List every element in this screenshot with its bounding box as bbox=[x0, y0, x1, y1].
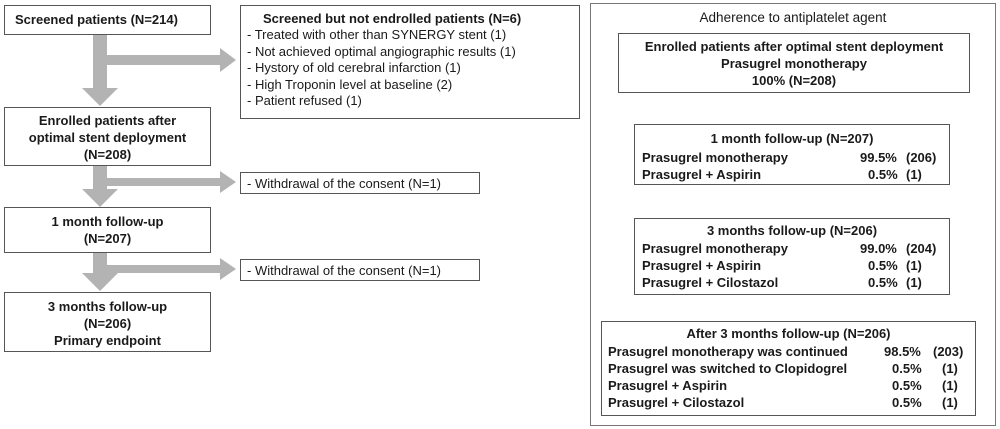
withdrawal-box-2 bbox=[240, 259, 480, 281]
arrow-down-1 bbox=[82, 34, 118, 106]
row-pct: 0.5% bbox=[868, 258, 898, 273]
adherence-month1-box bbox=[634, 124, 950, 185]
row-pct: 0.5% bbox=[868, 275, 898, 290]
withdrawal-box-1 bbox=[240, 172, 480, 194]
excluded-item: - Patient refused (1) bbox=[247, 93, 362, 108]
excluded-list bbox=[247, 27, 516, 110]
adherence-month1-title: 1 month follow-up (N=207) bbox=[710, 131, 874, 146]
adherence-enrolled-line: Enrolled patients after optimal stent deployment bbox=[644, 39, 944, 54]
withdrawal-label-2: - Withdrawal of the consent (N=1) bbox=[247, 263, 441, 278]
row-label: Prasugrel + Cilostazol bbox=[608, 395, 745, 410]
row-label: Prasugrel monotherapy bbox=[642, 241, 788, 256]
row-pct: 99.0% bbox=[860, 241, 897, 256]
row-pct: 98.5% bbox=[884, 344, 921, 359]
arrow-right-2 bbox=[107, 171, 236, 193]
arrow-right-3 bbox=[107, 258, 236, 280]
row-pct: 99.5% bbox=[860, 150, 897, 165]
screened-box bbox=[4, 5, 211, 35]
arrow-down-2 bbox=[82, 166, 118, 207]
enrolled-count: (N=208) bbox=[83, 147, 132, 162]
adherence-title: Adherence to antiplatelet agent bbox=[699, 10, 887, 25]
adherence-month3-box bbox=[634, 218, 950, 295]
row-pct: 0.5% bbox=[892, 378, 922, 393]
adherence-month3-title: 3 months follow-up (N=206) bbox=[706, 223, 878, 238]
row-pct: 0.5% bbox=[892, 361, 922, 376]
row-label: Prasugrel + Aspirin bbox=[642, 167, 762, 182]
row-n: (203) bbox=[933, 344, 964, 359]
row-n: (1) bbox=[942, 361, 958, 376]
excluded-item: - Treated with other than SYNERGY stent (1) bbox=[247, 27, 507, 42]
month1-count: (N=207) bbox=[83, 231, 132, 246]
adherence-after3-title: After 3 months follow-up (N=206) bbox=[686, 326, 891, 341]
row-n: (1) bbox=[906, 275, 922, 290]
row-n: (204) bbox=[906, 241, 937, 256]
row-label: Prasugrel was switched to Clopidogrel bbox=[608, 361, 848, 376]
enrolled-line: optimal stent deployment bbox=[28, 130, 187, 145]
adherence-enrolled-count: 100% (N=208) bbox=[751, 73, 837, 88]
month3-endpoint: Primary endpoint bbox=[54, 333, 161, 348]
month3-count: (N=206) bbox=[83, 316, 132, 331]
adherence-enrolled-drug: Prasugrel monotherapy bbox=[721, 56, 867, 71]
row-label: Prasugrel + Cilostazol bbox=[642, 275, 779, 290]
adherence-after3-box bbox=[601, 321, 976, 416]
row-pct: 0.5% bbox=[868, 167, 898, 182]
excluded-item: - Hystory of old cerebral infarction (1) bbox=[247, 60, 461, 75]
row-label: Prasugrel + Aspirin bbox=[608, 378, 728, 393]
screened-label: Screened patients (N=214) bbox=[15, 12, 178, 27]
month1-box bbox=[4, 207, 211, 253]
enrolled-box bbox=[4, 107, 211, 166]
excluded-box bbox=[240, 5, 580, 119]
month1-title: 1 month follow-up bbox=[51, 214, 164, 229]
adherence-enrolled-box bbox=[618, 33, 970, 93]
row-pct: 0.5% bbox=[892, 395, 922, 410]
withdrawal-label-1: - Withdrawal of the consent (N=1) bbox=[247, 176, 441, 191]
row-label: Prasugrel monotherapy bbox=[642, 150, 788, 165]
excluded-item: - High Troponin level at baseline (2) bbox=[247, 76, 453, 92]
excluded-title: Screened but not endrolled patients (N=6) bbox=[263, 11, 522, 26]
row-n: (206) bbox=[906, 150, 937, 165]
row-label: Prasugrel + Aspirin bbox=[642, 258, 762, 273]
row-n: (1) bbox=[906, 167, 922, 182]
row-n: (1) bbox=[906, 258, 922, 273]
enrolled-line: Enrolled patients after bbox=[38, 113, 177, 128]
arrow-right-1 bbox=[107, 48, 236, 72]
row-n: (1) bbox=[942, 395, 958, 410]
month3-title: 3 months follow-up bbox=[47, 299, 168, 314]
month3-box bbox=[4, 292, 211, 352]
row-label: Prasugrel monotherapy was continued bbox=[608, 344, 848, 359]
excluded-item: - Not achieved optimal angiographic results (1) bbox=[247, 43, 516, 59]
row-n: (1) bbox=[942, 378, 958, 393]
